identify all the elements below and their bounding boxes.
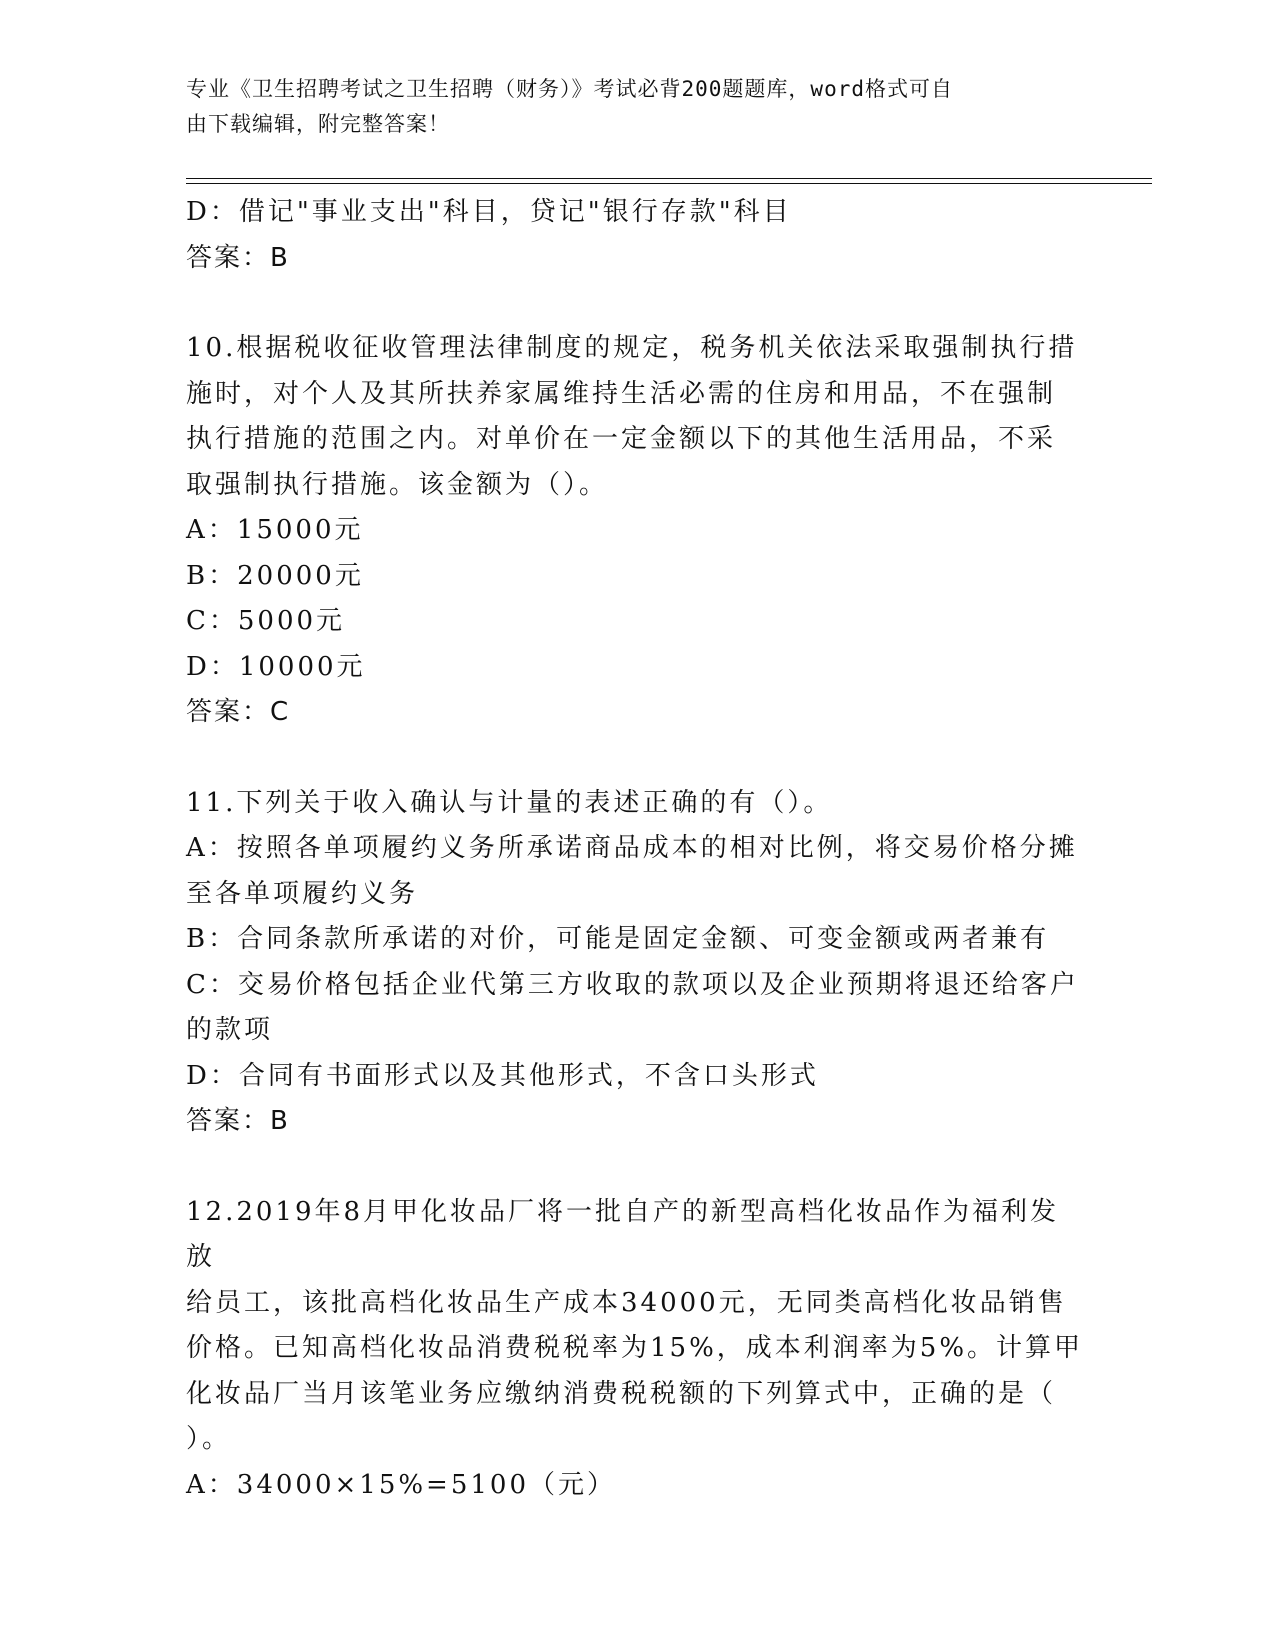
- option-line: D：借记"事业支出"科目，贷记"银行存款"科目: [186, 197, 792, 227]
- header-divider-top: [186, 178, 1152, 179]
- question-stem-line: 给员工，该批高档化妆品生产成本34000元，无同类高档化妆品销售: [186, 1287, 1067, 1318]
- header-line-2: 由下载编辑，附完整答案！: [186, 112, 450, 136]
- option-line: 的款项: [186, 1015, 274, 1045]
- option-line: D：10000元: [186, 651, 366, 682]
- question-stem-line: ）。: [186, 1424, 232, 1454]
- question-stem-line: 施时，对个人及其所扶养家属维持生活必需的住房和用品，不在强制: [186, 378, 1057, 409]
- option-line: C：交易价格包括企业代第三方收取的款项以及企业预期将退还给客户: [186, 969, 1079, 1000]
- question-stem-line: 执行措施的范围之内。对单价在一定金额以下的其他生活用品，不采: [186, 424, 1057, 454]
- question-stem-line: 取强制执行措施。该金额为（）。: [186, 469, 609, 500]
- option-line: A：34000×15%=5100（元）: [186, 1469, 617, 1500]
- answer-line: 答案：B: [186, 1106, 290, 1136]
- option-line: D：合同有书面形式以及其他形式，不含口头形式: [186, 1060, 819, 1091]
- header-line-1: 专业《卫生招聘考试之卫生招聘（财务）》考试必背200题题库，word格式可自: [186, 77, 953, 101]
- spacer: [186, 281, 1086, 326]
- spacer: [186, 1145, 1086, 1190]
- question-stem-line: 12.2019年8月甲化妆品厂将一批自产的新型高档化妆品作为福利发放: [186, 1196, 1060, 1272]
- option-line: C：5000元: [186, 606, 346, 636]
- answer-line: 答案：C: [186, 697, 291, 727]
- question-stem-line: 化妆品厂当月该笔业务应缴纳消费税税额的下列算式中，正确的是（: [186, 1378, 1057, 1409]
- option-line: B：20000元: [186, 560, 364, 591]
- document-header: [186, 72, 1066, 142]
- document-body: [186, 190, 1086, 1508]
- answer-line: 答案：B: [186, 242, 290, 273]
- option-line: A：15000元: [186, 515, 364, 545]
- question-stem-line: 价格。已知高档化妆品消费税税率为15%，成本利润率为5%。计算甲: [186, 1333, 1084, 1363]
- spacer: [186, 736, 1086, 781]
- question-stem-line: 10.根据税收征收管理法律制度的规定，税务机关依法采取强制执行措: [186, 333, 1078, 363]
- option-line: 至各单项履约义务: [186, 878, 419, 909]
- header-divider-bottom: [186, 183, 1152, 184]
- option-line: A：按照各单项履约义务所承诺商品成本的相对比例，将交易价格分摊: [186, 833, 1078, 863]
- question-stem-line: 11.下列关于收入确认与计量的表述正确的有（）。: [186, 787, 833, 818]
- option-line: B：合同条款所承诺的对价，可能是固定金额、可变金额或两者兼有: [186, 924, 1050, 954]
